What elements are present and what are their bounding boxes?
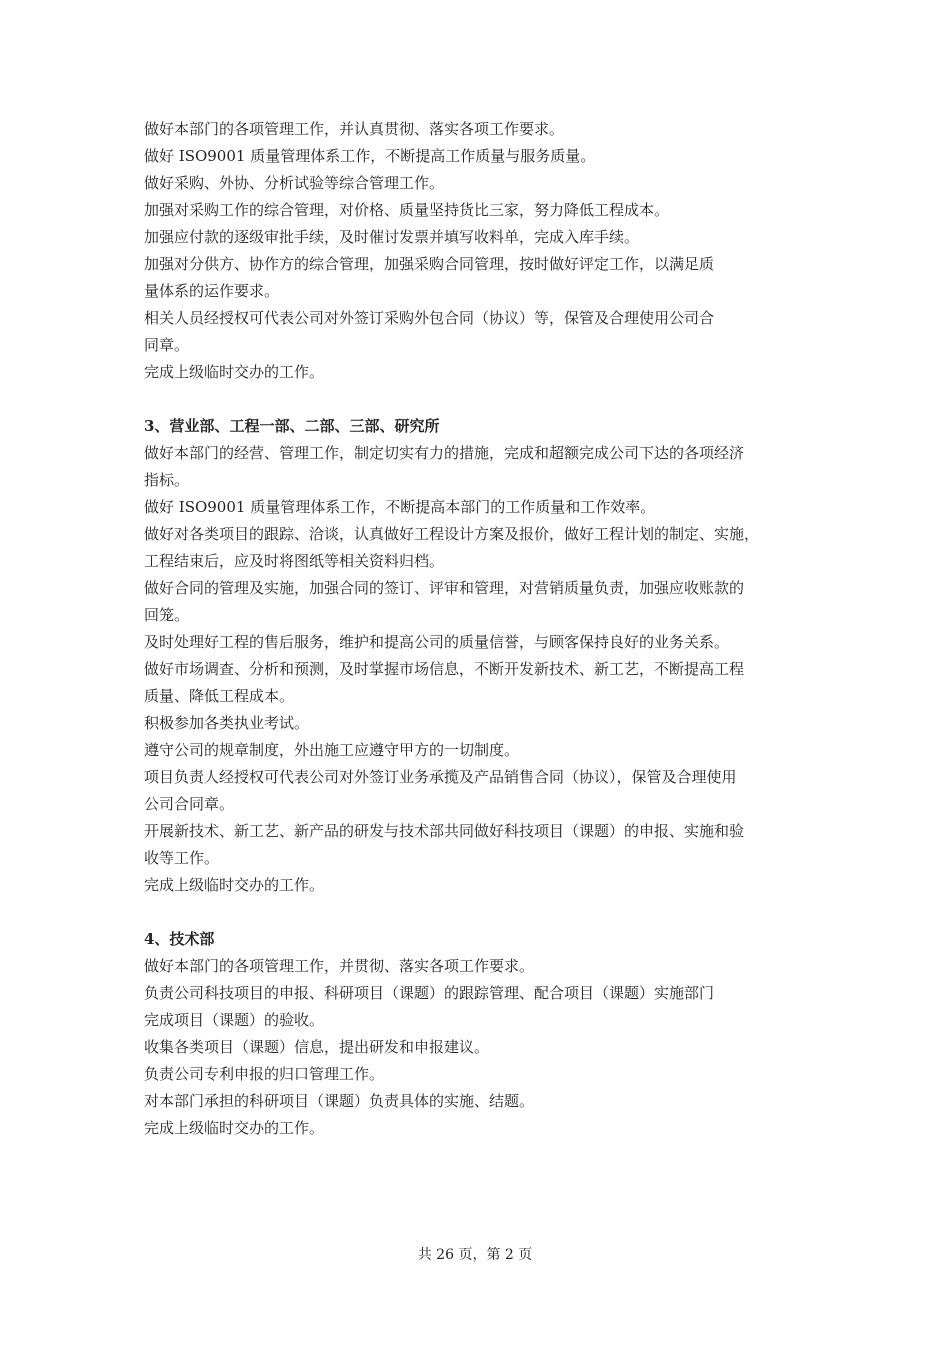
paragraph-line: 回笼。	[144, 606, 190, 624]
paragraph-line: 完成项目（课题）的验收。	[144, 1011, 325, 1029]
paragraph-line: 积极参加各类执业考试。	[144, 714, 310, 732]
paragraph-line: 公司合同章。	[144, 795, 235, 813]
paragraph-line: 量体系的运作要求。	[144, 282, 280, 300]
paragraph-line: 做好市场调查、分析和预测，及时掌握市场信息，不断开发新技术、新工艺，不断提高工程	[144, 660, 745, 678]
paragraph-line: 做好对各类项目的跟踪、洽谈，认真做好工程设计方案及报价，做好工程计划的制定、实施，	[144, 525, 760, 543]
paragraph-line: 相关人员经授权可代表公司对外签订采购外包合同（协议）等，保管及合理使用公司合	[144, 309, 715, 327]
paragraph-line: 负责公司专利申报的归口管理工作。	[144, 1065, 385, 1083]
paragraph-line: 质量、降低工程成本。	[144, 687, 295, 705]
paragraph-line: 工程结束后，应及时将图纸等相关资料归档。	[144, 552, 445, 570]
section-4-heading: 4、技术部	[144, 930, 215, 948]
paragraph-line: 开展新技术、新工艺、新产品的研发与技术部共同做好科技项目（课题）的申报、实施和验	[144, 822, 745, 840]
paragraph-line: 同章。	[144, 336, 190, 354]
section-4	[144, 926, 812, 1142]
section-4-paragraphs	[144, 953, 812, 1142]
paragraph-line: 负责公司科技项目的申报、科研项目（课题）的跟踪管理、配合项目（课题）实施部门	[144, 984, 715, 1002]
paragraph-line: 完成上级临时交办的工作。	[144, 363, 325, 381]
paragraph-line: 做好本部门的各项管理工作，并贯彻、落实各项工作要求。	[144, 957, 535, 975]
paragraph-line: 加强应付款的逐级审批手续，及时催讨发票并填写收料单，完成入库手续。	[144, 228, 640, 246]
paragraph-line: 做好 ISO9001 质量管理体系工作，不断提高工作质量与服务质量。	[144, 147, 596, 165]
paragraph-line: 及时处理好工程的售后服务，维护和提高公司的质量信誉，与顾客保持良好的业务关系。	[144, 633, 730, 651]
paragraph-line: 做好本部门的经营、管理工作，制定切实有力的措施，完成和超额完成公司下达的各项经济	[144, 444, 745, 462]
paragraph-line: 项目负责人经授权可代表公司对外签订业务承揽及产品销售合同（协议），保管及合理使用	[144, 768, 737, 786]
paragraph-line: 做好 ISO9001 质量管理体系工作，不断提高本部门的工作质量和工作效率。	[144, 498, 656, 516]
paragraph-line: 做好本部门的各项管理工作，并认真贯彻、落实各项工作要求。	[144, 120, 565, 138]
document-body	[144, 116, 812, 1142]
section-2-continued	[144, 116, 812, 386]
paragraph-line: 收等工作。	[144, 849, 220, 867]
page-number-text: 共 26 页，第 2 页	[417, 1247, 533, 1263]
paragraph-line: 收集各类项目（课题）信息，提出研发和申报建议。	[144, 1038, 490, 1056]
paragraph-line: 对本部门承担的科研项目（课题）负责具体的实施、结题。	[144, 1092, 535, 1110]
paragraph-line: 做好合同的管理及实施，加强合同的签订、评审和管理，对营销质量负责，加强应收账款的	[144, 579, 745, 597]
paragraph-line: 完成上级临时交办的工作。	[144, 876, 325, 894]
section-3	[144, 413, 812, 899]
paragraph-line: 加强对分供方、协作方的综合管理，加强采购合同管理，按时做好评定工作，以满足质	[144, 255, 715, 273]
paragraph-line: 加强对采购工作的综合管理，对价格、质量坚持货比三家，努力降低工程成本。	[144, 201, 670, 219]
paragraph-line: 完成上级临时交办的工作。	[144, 1119, 325, 1137]
section-3-paragraphs	[144, 440, 812, 899]
page-footer	[0, 1245, 950, 1265]
paragraph-line: 指标。	[144, 471, 190, 489]
paragraph-line: 做好采购、外协、分析试验等综合管理工作。	[144, 174, 445, 192]
paragraph-line: 遵守公司的规章制度，外出施工应遵守甲方的一切制度。	[144, 741, 520, 759]
section-3-heading: 3、营业部、工程一部、二部、三部、研究所	[144, 417, 440, 435]
